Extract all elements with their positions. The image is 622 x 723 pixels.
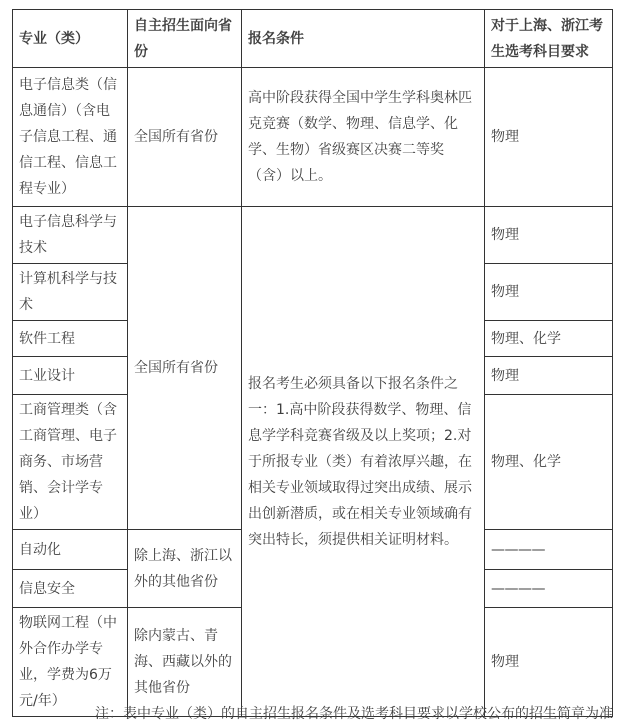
cell-major-information-security: 信息安全	[13, 570, 128, 608]
cell-major-computer-science: 计算机科学与技术	[13, 264, 128, 321]
cell-major-industrial-design: 工业设计	[13, 357, 128, 395]
cell-major-software-engineering: 软件工程	[13, 321, 128, 357]
header-major: 专业（类）	[13, 10, 128, 68]
cell-major-automation: 自动化	[13, 530, 128, 570]
cell-subjects-r2: 物理	[485, 207, 613, 264]
cell-subjects-r5: 物理	[485, 357, 613, 395]
cell-major-electronic-info-science: 电子信息科学与技术	[13, 207, 128, 264]
cell-subjects-r1: 物理	[485, 68, 613, 207]
header-provinces: 自主招生面向省份	[128, 10, 242, 68]
cell-subjects-r3: 物理	[485, 264, 613, 321]
header-subjects: 对于上海、浙江考生选考科目要求	[485, 10, 613, 68]
header-row	[13, 10, 613, 68]
cell-conditions-r1: 高中阶段获得全国中学生学科奥林匹克竞赛（数学、物理、信息学、化学、生物）省级赛区决赛二等奖（含）以上。	[242, 68, 485, 207]
table-row	[13, 68, 613, 207]
cell-subjects-r9: 物理	[485, 608, 613, 717]
cell-subjects-r7: ————	[485, 530, 613, 570]
cell-provinces-r9: 除内蒙古、青海、西藏以外的其他省份	[128, 608, 242, 717]
cell-conditions-r2-9: 报名考生必须具备以下报名条件之一：1.高中阶段获得数学、物理、信息学学科竞赛省级及以上奖项；2.对于所报专业（类）有着浓厚兴趣，在相关专业领域取得过突出成绩、展示出创新潜质，或在相关专业领域确有突出特长，须提供相关证明材料。	[242, 207, 485, 717]
cell-provinces-r2-6: 全国所有省份	[128, 207, 242, 530]
header-conditions: 报名条件	[242, 10, 485, 68]
cell-subjects-r8: ————	[485, 570, 613, 608]
footnote-clipped-line: 注：表中专业（类）的自主招生报名条件及选考科目要求以学校公布的招生简章为准	[95, 706, 613, 722]
cell-major-business-admin-class: 工商管理类（含工商管理、电子商务、市场营销、会计学专业）	[13, 395, 128, 530]
cell-subjects-r6: 物理、化学	[485, 395, 613, 530]
cell-provinces-r1: 全国所有省份	[128, 68, 242, 207]
cell-major-electronic-info-class: 电子信息类（信息通信）（含电子信息工程、通信工程、信息工程专业）	[13, 68, 128, 207]
table-row	[13, 207, 613, 264]
cell-provinces-r7-8: 除上海、浙江以外的其他省份	[128, 530, 242, 608]
cell-subjects-r4: 物理、化学	[485, 321, 613, 357]
cell-major-iot-engineering: 物联网工程（中外合作办学专业，学费为6万元/年）	[13, 608, 128, 717]
admissions-table	[12, 9, 613, 717]
